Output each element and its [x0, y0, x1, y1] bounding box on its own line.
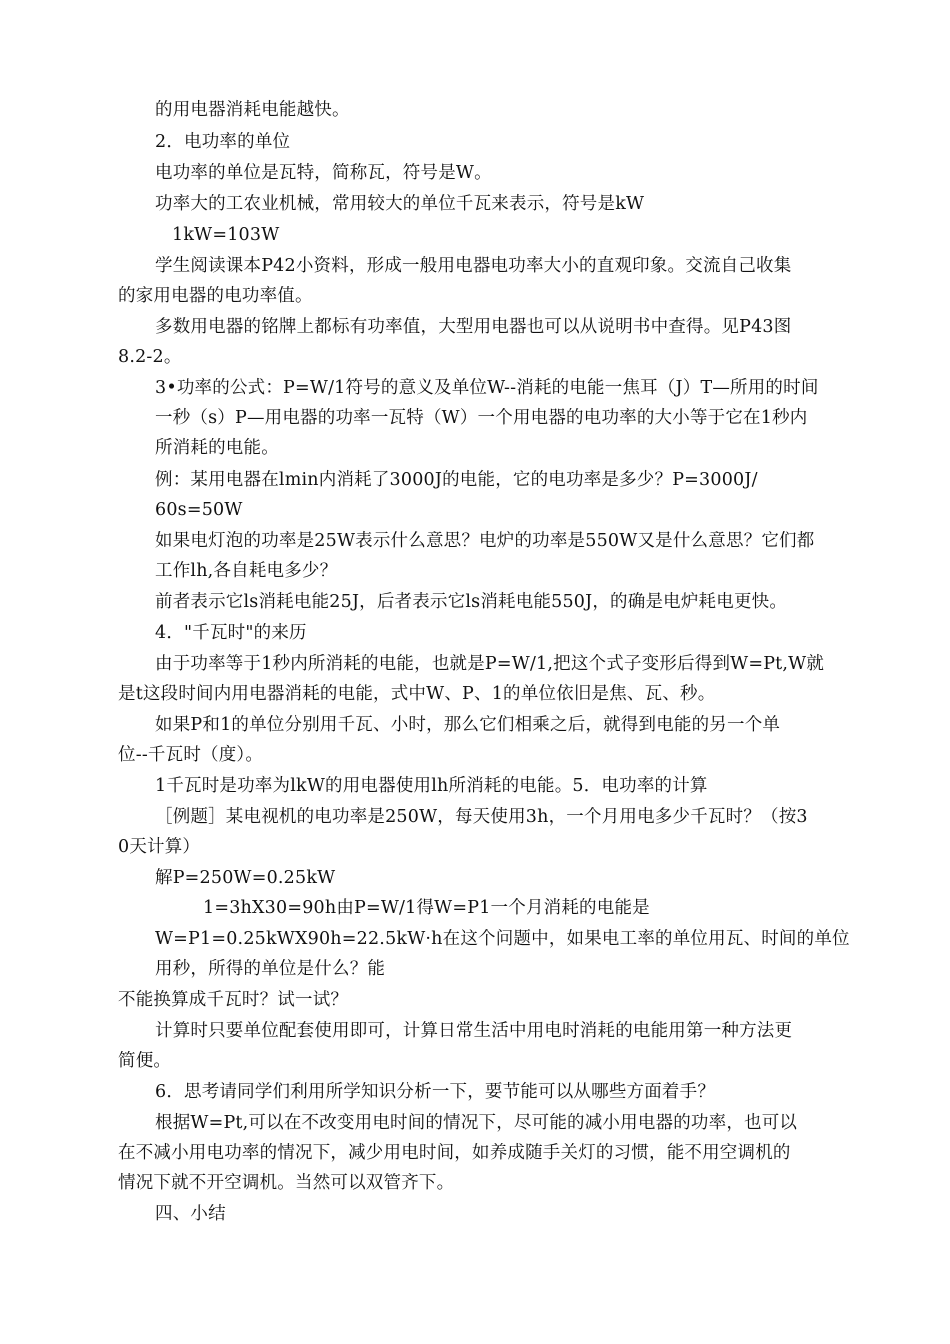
text-line: 是t这段时间内用电器消耗的电能，式中W、P、1的单位依旧是焦、瓦、秒。: [118, 684, 716, 704]
text-line: 的用电器消耗电能越快。: [155, 100, 350, 120]
section-heading: 4．"千瓦时"的来历: [155, 623, 307, 643]
text-line: 如果P和1的单位分别用千瓦、小时，那么它们相乘之后，就得到电能的另一个单: [155, 715, 781, 735]
section-heading: 3•功率的公式：P=W/1符号的意义及单位W--消耗的电能一焦耳（J）T—所用的时间: [155, 378, 819, 398]
text-line: 多数用电器的铭牌上都标有功率值，大型用电器也可以从说明书中查得。见P43图: [155, 317, 792, 337]
section-heading: 6．思考请同学们利用所学知识分析一下，要节能可以从哪些方面着手？: [155, 1082, 716, 1102]
text-line: 简便。: [118, 1051, 172, 1071]
example-line: ［例题］某电视机的电功率是250W，每天使用3h，一个月用电多少千瓦时？（按3: [155, 807, 808, 827]
text-line: 8.2-2。: [118, 347, 182, 367]
text-line: 一秒（s）P—用电器的功率一瓦特（W）一个用电器的电功率的大小等于它在1秒内: [155, 408, 808, 428]
text-line: 学生阅读课本P42小资料，形成一般用电器电功率大小的直观印象。交流自己收集: [155, 256, 792, 276]
formula-line: 1kW=103W: [172, 225, 280, 245]
section-heading: 四、小结: [155, 1204, 226, 1224]
text-line: 根据W=Pt,可以在不改变用电时间的情况下，尽可能的减小用电器的功率，也可以: [155, 1113, 798, 1133]
text-line: 前者表示它ls消耗电能25J，后者表示它ls消耗电能550J，的确是电炉耗电更快。: [155, 592, 788, 612]
text-line: 由于功率等于1秒内所消耗的电能，也就是P=W/1,把这个式子变形后得到W=Pt,W就: [155, 654, 825, 674]
formula-line: 60s=50W: [155, 500, 243, 520]
text-line: 不能换算成千瓦时？试一试？: [118, 990, 349, 1010]
formula-line: W=P1=0.25kWX90h=22.5kW·h在这个问题中，如果电工率的单位用瓦、时间的单位: [155, 929, 850, 949]
text-line: 的家用电器的电功率值。: [118, 286, 313, 306]
text-line: 计算时只要单位配套使用即可，计算日常生活中用电时消耗的电能用第一种方法更: [155, 1021, 793, 1041]
formula-line: 1=3hX30=90h由P=W/1得W=P1一个月消耗的电能是: [203, 898, 650, 918]
text-line: 0天计算）: [118, 837, 201, 857]
text-line: 如果电灯泡的功率是25W表示什么意思？电炉的功率是550W又是什么意思？它们都: [155, 531, 815, 551]
text-line: 1千瓦时是功率为lkW的用电器使用lh所消耗的电能。5．电功率的计算: [155, 776, 708, 796]
formula-line: 解P=250W=0.25kW: [155, 868, 336, 888]
text-line: 情况下就不开空调机。当然可以双管齐下。: [118, 1173, 455, 1193]
text-line: 电功率的单位是瓦特，简称瓦，符号是W。: [155, 163, 492, 183]
section-heading: 2．电功率的单位: [155, 132, 291, 152]
text-line: 工作lh,各自耗电多少？: [155, 561, 338, 581]
example-line: 例：某用电器在lmin内消耗了3000J的电能，它的电功率是多少？P=3000J/: [155, 470, 758, 490]
text-line: 功率大的工农业机械，常用较大的单位千瓦来表示，符号是kW: [155, 194, 645, 214]
text-line: 所消耗的电能。: [155, 438, 279, 458]
text-line: 位--千瓦时（度）。: [118, 745, 264, 765]
text-line: 用秒，所得的单位是什么？能: [155, 959, 386, 979]
text-line: 在不减小用电功率的情况下，减少用电时间，如养成随手关灯的习惯，能不用空调机的: [118, 1143, 791, 1163]
